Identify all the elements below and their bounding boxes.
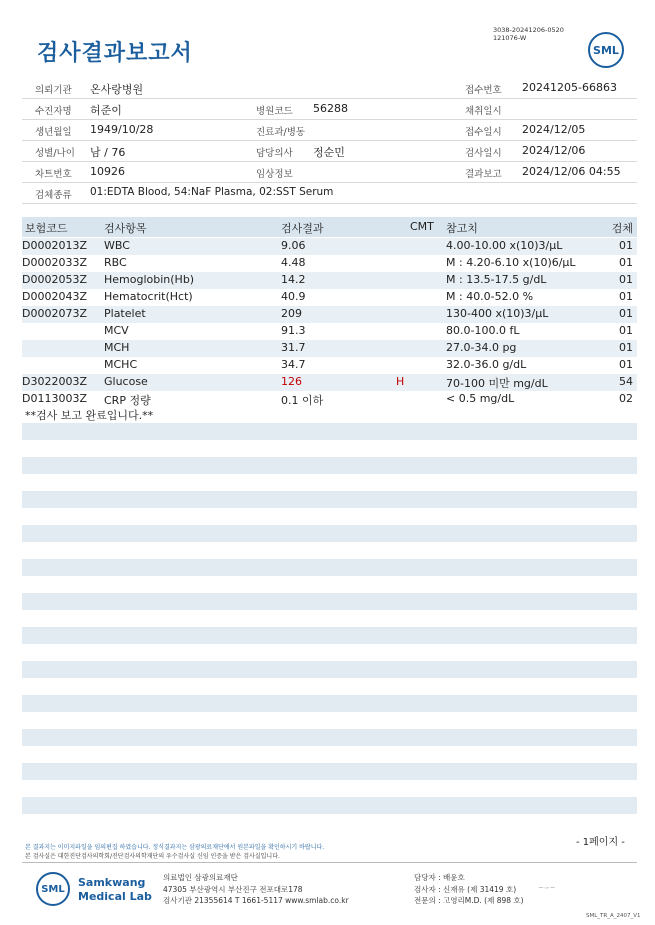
footer-address (163, 872, 349, 907)
insurance-code: D0002053Z (22, 273, 87, 286)
header-cmt: CMT (410, 220, 434, 233)
sex-age-label: 성별/나이 (35, 148, 75, 159)
empty-row (22, 525, 637, 542)
empty-row (22, 627, 637, 644)
hospital-code-value: 56288 (313, 102, 348, 115)
receipt-date-value: 2024/12/05 (522, 123, 586, 136)
sml-logo (588, 32, 624, 68)
clinical-label: 임상정보 (256, 169, 293, 180)
insurance-code: D0002073Z (22, 307, 87, 320)
reference-range: M : 40.0-52.0 % (446, 290, 534, 303)
certification-note: 본 검사실은 대한진단검사의학회/진단검사의학재단의 우수검사실 신임 인증을 받은 검사실입니다. (25, 853, 280, 860)
info-row (22, 120, 637, 141)
test-result: 209 (281, 307, 302, 320)
empty-row (22, 695, 637, 712)
contact: 검사기관 21355614 T 1661-5117 www.smlab.co.kr (163, 896, 349, 905)
test-item: Hematocrit(Hct) (104, 290, 193, 303)
specimen-code: 01 (619, 341, 633, 354)
header-code: 보험코드 (25, 222, 68, 235)
receipt-no-value: 20241205-66863 (522, 81, 617, 94)
empty-row (22, 559, 637, 576)
doc-id-line-1: 3038-20241206-0520 (493, 26, 564, 34)
reference-range: 4.00-10.00 x(10)3/μL (446, 239, 563, 252)
staff-tester: 검사자 : 신재유 (제 31419 호) (414, 884, 517, 894)
insurance-code: D0002033Z (22, 256, 87, 269)
info-row (22, 78, 637, 99)
test-item: Glucose (104, 375, 148, 388)
reference-range: 70-100 미만 mg/dL (446, 377, 548, 390)
test-item: CRP 정량 (104, 394, 151, 407)
doctor-label: 담당의사 (256, 148, 293, 159)
test-result: 14.2 (281, 273, 306, 286)
patient-value: 허준이 (90, 104, 122, 117)
insurance-code: D3022003Z (22, 375, 87, 388)
empty-table-rows (22, 423, 637, 831)
test-item: MCHC (104, 358, 138, 371)
sex-age-value: 남 / 76 (90, 146, 126, 159)
doc-id-line-2: 121076-W (493, 34, 527, 42)
birth-label: 생년월일 (35, 127, 72, 138)
receipt-date-label: 접수일시 (465, 127, 502, 138)
reference-range: < 0.5 mg/dL (446, 392, 515, 405)
collected-label: 채취일시 (465, 106, 502, 117)
patient-info-table (22, 78, 637, 204)
header-result: 검사결과 (281, 222, 324, 235)
empty-row (22, 457, 637, 474)
sml-logo-text: SML (593, 43, 619, 57)
footer-logo-text: SML (41, 883, 65, 895)
table-row (22, 374, 637, 391)
patient-label: 수진자명 (35, 106, 72, 117)
results-table-header (22, 217, 637, 237)
test-item: WBC (104, 239, 130, 252)
specimen-label: 검체종류 (35, 190, 72, 201)
table-row (22, 272, 637, 289)
table-row (22, 323, 637, 340)
brand-line-1: Samkwang (78, 876, 146, 889)
specimen-code: 01 (619, 256, 633, 269)
test-result: 9.06 (281, 239, 306, 252)
report-title: 검사결과보고서 (37, 41, 193, 66)
test-result: 34.7 (281, 358, 306, 371)
test-cmt-flag: H (396, 375, 405, 388)
specimen-value: 01:EDTA Blood, 54:NaF Plasma, 02:SST Serum (90, 186, 334, 198)
footer-brand (78, 876, 152, 904)
address: 47305 부산광역시 부산진구 전포대로178 (163, 884, 303, 894)
header-item: 검사항목 (104, 222, 147, 235)
info-row (22, 183, 637, 204)
reference-range: M : 4.20-6.10 x(10)6/μL (446, 256, 576, 269)
reference-range: 130-400 x(10)3/μL (446, 307, 549, 320)
insurance-code: D0002013Z (22, 239, 87, 252)
table-row (22, 289, 637, 306)
header-reference: 참고치 (446, 222, 478, 235)
document-id (493, 26, 564, 42)
insurance-code: D0113003Z (22, 392, 87, 405)
page-number: - 1페이지 - (576, 837, 625, 848)
specimen-code: 01 (619, 239, 633, 252)
empty-row (22, 797, 637, 814)
table-row (22, 391, 637, 408)
specimen-code: 01 (619, 273, 633, 286)
empty-row (22, 729, 637, 746)
test-item: MCV (104, 324, 129, 337)
test-item: Hemoglobin(Hb) (104, 273, 195, 286)
signature-mark: ~∽~ (538, 884, 556, 892)
header-specimen: 검체 (611, 222, 633, 235)
disclaimer-note: 본 결과지는 이미지파일을 임의편집 하였습니다. 정식결과지는 삼광의료재단에서 원본파일을 확인하시기 바랍니다. (25, 844, 325, 851)
table-row (22, 340, 637, 357)
info-row (22, 99, 637, 120)
insurance-code: D0002043Z (22, 290, 87, 303)
table-row (22, 357, 637, 374)
table-row (22, 238, 637, 255)
specimen-code: 02 (619, 392, 633, 405)
info-row (22, 141, 637, 162)
specimen-code: 01 (619, 324, 633, 337)
specimen-code: 01 (619, 307, 633, 320)
report-complete-note: **검사 보고 완료입니다.** (25, 409, 154, 422)
dept-label: 진료과/병동 (256, 127, 306, 138)
empty-row (22, 763, 637, 780)
footer-divider (22, 862, 637, 863)
report-value: 2024/12/06 04:55 (522, 165, 621, 178)
test-item: RBC (104, 256, 127, 269)
empty-row (22, 593, 637, 610)
form-code: SML_TR_A_2407_V1 (586, 913, 641, 919)
reference-range: 32.0-36.0 g/dL (446, 358, 527, 371)
footer-logo (36, 872, 70, 906)
info-row (22, 162, 637, 183)
test-date-label: 검사일시 (465, 148, 502, 159)
test-result: 0.1 이하 (281, 394, 324, 407)
doctor-value: 정순민 (313, 146, 345, 159)
chart-no-label: 차트번호 (35, 169, 72, 180)
specimen-code: 01 (619, 290, 633, 303)
institution-label: 의뢰기관 (35, 85, 72, 96)
birth-value: 1949/10/28 (90, 123, 154, 136)
test-result: 40.9 (281, 290, 306, 303)
chart-no-value: 10926 (90, 165, 125, 178)
org-name: 의료법인 삼광의료재단 (163, 873, 238, 882)
test-item: Platelet (104, 307, 146, 320)
test-result: 31.7 (281, 341, 306, 354)
reference-range: M : 13.5-17.5 g/dL (446, 273, 547, 286)
empty-row (22, 661, 637, 678)
test-result: 91.3 (281, 324, 306, 337)
report-label: 결과보고 (465, 169, 502, 180)
reference-range: 27.0-34.0 pg (446, 341, 517, 354)
hospital-code-label: 병원코드 (256, 106, 293, 117)
institution-value: 온사랑병원 (90, 83, 144, 96)
table-row (22, 255, 637, 272)
test-item: MCH (104, 341, 130, 354)
empty-row (22, 423, 637, 440)
specimen-code: 01 (619, 358, 633, 371)
empty-row (22, 491, 637, 508)
reference-range: 80.0-100.0 fL (446, 324, 520, 337)
receipt-no-label: 접수번호 (465, 85, 502, 96)
brand-line-2: Medical Lab (78, 890, 152, 903)
staff-manager: 담당자 : 배윤호 (414, 873, 465, 882)
table-row (22, 306, 637, 323)
staff-specialist: 전문의 : 고영리M.D. (제 898 호) (414, 896, 524, 905)
test-result: 4.48 (281, 256, 306, 269)
test-date-value: 2024/12/06 (522, 144, 586, 157)
footer-staff (414, 872, 524, 907)
specimen-code: 54 (619, 375, 633, 388)
results-table-body (22, 238, 637, 408)
test-result-abnormal: 126 (281, 375, 302, 388)
